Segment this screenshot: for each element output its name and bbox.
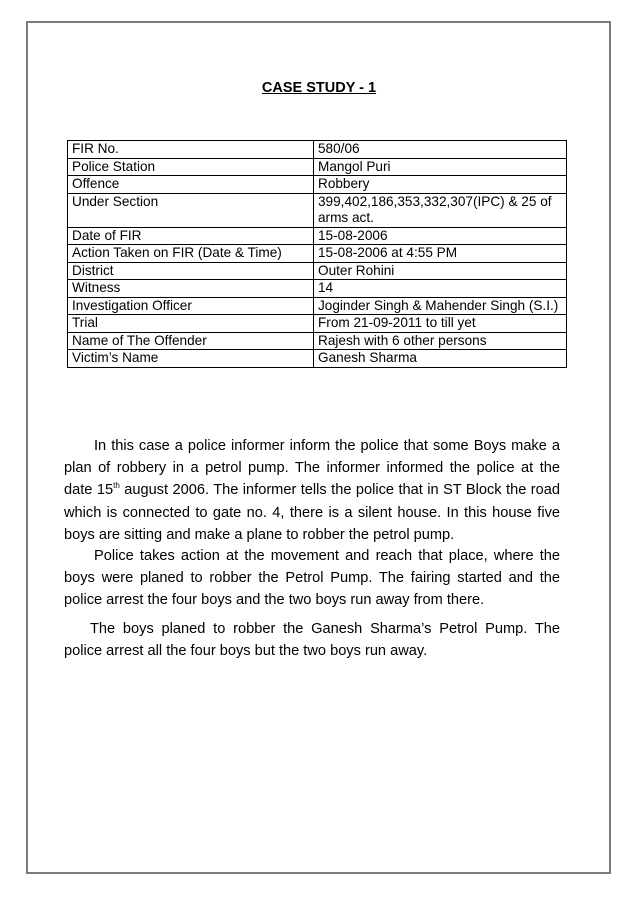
fir-no-value: 580/06 [314, 141, 567, 159]
table-row [68, 245, 567, 263]
date-ordinal-suffix: th [113, 481, 120, 491]
police-station-label: Police Station [68, 158, 314, 176]
date-of-fir-label: Date of FIR [68, 227, 314, 245]
table-row [68, 350, 567, 368]
police-station-value: Mangol Puri [314, 158, 567, 176]
paragraph-1-text-start: In this case a police informer inform the police that some Boys make a plan of robbery in a petrol pump. The informer informed the police at the date 15 [64, 438, 560, 499]
page-title: CASE STUDY - 1 [261, 80, 377, 96]
investigation-officer-label: Investigation Officer [68, 297, 314, 315]
under-section-label: Under Section [68, 193, 314, 227]
victim-name-value: Ganesh Sharma [314, 350, 567, 368]
case-paragraph-3: The boys planed to robber the Ganesh Sharma’s Petrol Pump. The police arrest all the four boys but the two boys run away. [64, 621, 560, 660]
case-paragraph-2: Police takes action at the movement and reach that place, where the boys were planed to robber the Petrol Pump. The fairing started and the police arrest the four boys and the two boys run away from there. [64, 548, 560, 609]
district-label: District [68, 262, 314, 280]
trial-value: From 21-09-2011 to till yet [314, 315, 567, 333]
table-row [68, 176, 567, 194]
offence-label: Offence [68, 176, 314, 194]
victim-name-label: Victim’s Name [68, 350, 314, 368]
table-row [68, 332, 567, 350]
table-row [68, 227, 567, 245]
action-taken-value: 15-08-2006 at 4:55 PM [314, 245, 567, 263]
witness-value: 14 [314, 280, 567, 298]
investigation-officer-value: Joginder Singh & Mahender Singh (S.I.) [314, 297, 567, 315]
table-row [68, 297, 567, 315]
table-row [68, 315, 567, 333]
witness-label: Witness [68, 280, 314, 298]
case-paragraph-1 [64, 435, 560, 546]
under-section-value: 399,402,186,353,332,307(IPC) & 25 of arms act. [314, 193, 567, 227]
offender-name-label: Name of The Offender [68, 332, 314, 350]
offence-value: Robbery [314, 176, 567, 194]
fir-no-label: FIR No. [68, 141, 314, 159]
table-row [68, 280, 567, 298]
table-row [68, 262, 567, 280]
table-row [68, 141, 567, 159]
table-row [68, 193, 567, 227]
offender-name-value: Rajesh with 6 other persons [314, 332, 567, 350]
date-of-fir-value: 15-08-2006 [314, 227, 567, 245]
district-value: Outer Rohini [314, 262, 567, 280]
fir-details-table [67, 140, 567, 368]
paragraph-1-text-end: august 2006. The informer tells the police that in ST Block the road which is connected to gate no. 4, there is a silent house. In this house five boys are sitting and make a plane to robber the petrol pump. [64, 482, 560, 543]
table-row [68, 158, 567, 176]
trial-label: Trial [68, 315, 314, 333]
action-taken-label: Action Taken on FIR (Date & Time) [68, 245, 314, 263]
